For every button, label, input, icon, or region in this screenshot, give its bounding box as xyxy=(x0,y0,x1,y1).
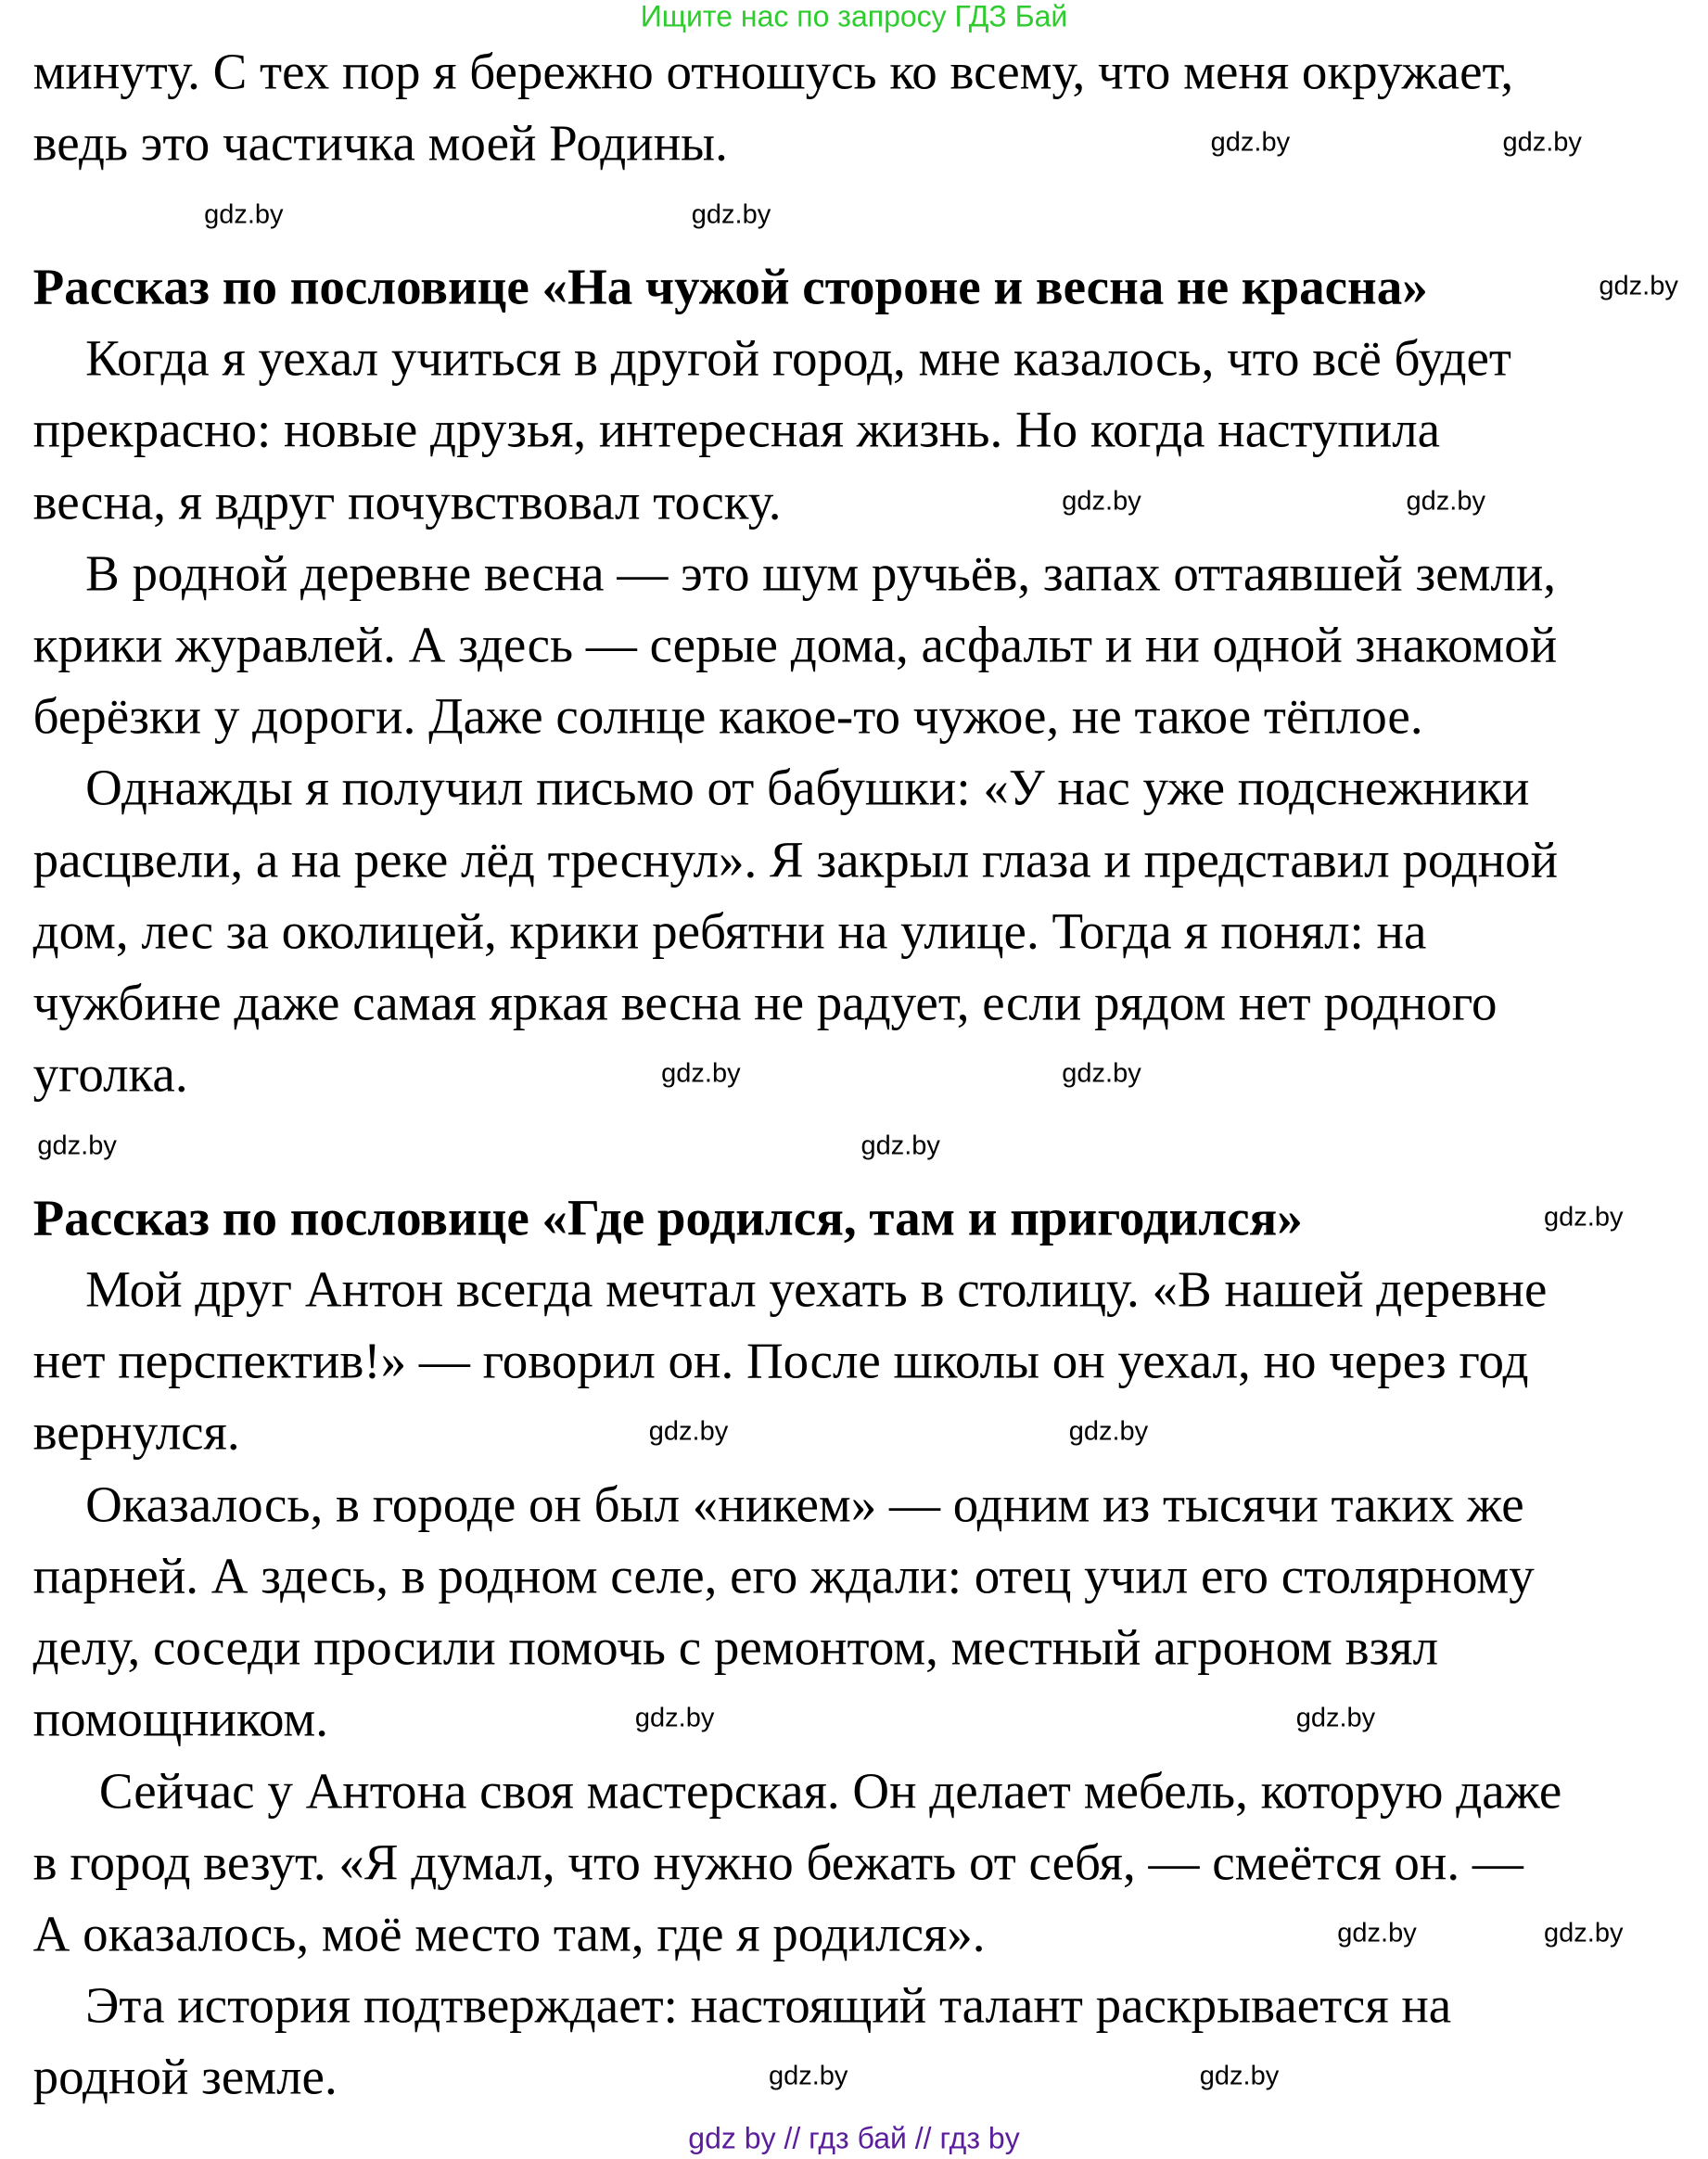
text-line: вернулся. xyxy=(32,1403,240,1461)
watermark: gdz.by xyxy=(204,199,284,230)
text-line: крики журавлей. А здесь — серые дома, асфальт и ни одной знакомой xyxy=(32,616,1558,673)
section-heading: Рассказ по пословице «На чужой стороне и весна не красна» xyxy=(32,258,1428,315)
text-line: парней. А здесь, в родном селе, его ждали: отец учил его столярному xyxy=(32,1547,1535,1604)
watermark: gdz.by xyxy=(1062,1058,1141,1089)
text-line: ведь это частичка моей Родины. xyxy=(32,114,728,172)
text-line: Сейчас у Антона своя мастерская. Он делает мебель, которую даже xyxy=(98,1762,1562,1819)
text-line: делу, соседи просили помочь с ремонтом, местный агроном взял xyxy=(32,1618,1439,1676)
text-line: весна, я вдруг почувствовал тоску. xyxy=(32,473,782,530)
text-line: Когда я уехал учиться в другой город, мне казалось, что всё будет xyxy=(85,329,1511,387)
watermark: gdz.by xyxy=(768,2061,848,2091)
text-line: Эта история подтверждает: настоящий талант раскрывается на xyxy=(85,1976,1452,2034)
text-line: В родной деревне весна — это шум ручьёв, запах оттаявшей земли, xyxy=(85,544,1557,602)
text-line: чужбине даже самая яркая весна не радует, если рядом нет родного xyxy=(32,974,1498,1031)
watermark: gdz.by xyxy=(1544,1918,1624,1948)
watermark: gdz.by xyxy=(1337,1918,1417,1948)
watermark: gdz.by xyxy=(1062,486,1141,517)
watermark: gdz.by xyxy=(648,1416,729,1447)
watermark: gdz.by xyxy=(1210,127,1291,158)
watermark: gdz.by xyxy=(691,199,771,230)
text-line: в город везут. «Я думал, что нужно бежать от себя, — смеётся он. — xyxy=(32,1833,1523,1891)
text-line: нет перспектив!» — говорил он. После школы он уехал, но через год xyxy=(32,1332,1529,1389)
text-line: Оказалось, в городе он был «никем» — одним из тысячи таких же xyxy=(85,1476,1524,1533)
watermark: gdz.by xyxy=(860,1131,940,1161)
watermark: gdz.by xyxy=(1199,2061,1280,2091)
watermark: gdz.by xyxy=(1599,271,1678,301)
watermark: gdz.by xyxy=(1544,1202,1624,1233)
text-line: Однажды я получил письмо от бабушки: «У нас уже подснежники xyxy=(85,759,1530,816)
text-line: берёзки у дороги. Даже солнце какое-то чужое, не такое тёплое. xyxy=(32,687,1423,745)
watermark: gdz.by xyxy=(661,1058,741,1089)
watermark: gdz.by xyxy=(1406,486,1485,517)
bottom-banner-link[interactable]: gdz by // гдз бай // гдз by xyxy=(688,2121,1020,2155)
text-line: расцвели, а на реке лёд треснул». Я закрыл глаза и представил родной xyxy=(32,831,1559,888)
watermark: gdz.by xyxy=(634,1703,715,1733)
text-line: А оказалось, моё место там, где я родился». xyxy=(32,1905,986,1962)
text-line: родной земле. xyxy=(32,2048,338,2105)
text-line: минуту. С тех пор я бережно отношусь ко всему, что меня окружает, xyxy=(32,43,1514,100)
text-line: Мой друг Антон всегда мечтал уехать в столицу. «В нашей деревне xyxy=(85,1260,1548,1318)
top-banner: Ищите нас по запросу ГДЗ Бай xyxy=(640,0,1068,33)
text-line: помощником. xyxy=(32,1690,328,1747)
watermark: gdz.by xyxy=(1068,1416,1149,1447)
text-line: уголка. xyxy=(32,1045,188,1103)
text-line: дом, лес за околицей, крики ребятни на улице. Тогда я понял: на xyxy=(32,902,1427,960)
watermark: gdz.by xyxy=(37,1131,117,1161)
watermark: gdz.by xyxy=(1295,1703,1376,1733)
watermark: gdz.by xyxy=(1502,127,1582,158)
section-heading: Рассказ по пословице «Где родился, там и пригодился» xyxy=(32,1189,1303,1246)
text-line: прекрасно: новые друзья, интересная жизнь. Но когда наступила xyxy=(32,401,1441,458)
